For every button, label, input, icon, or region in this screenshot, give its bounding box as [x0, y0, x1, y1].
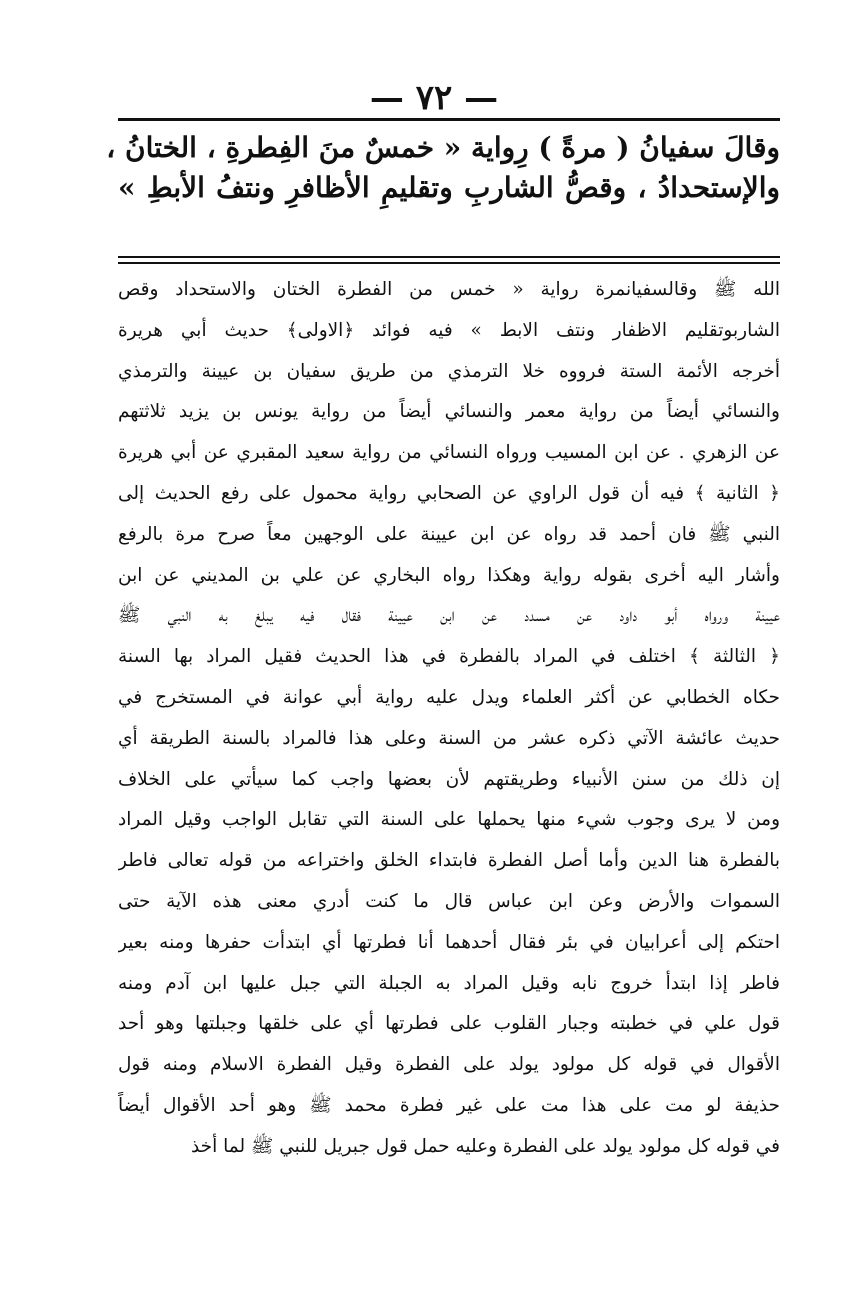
commentary-line: فاطر إذا ابتدأ خروج نابه وقيل المراد به الجبلة التي جبل عليها ابن آدم ومنه [118, 972, 780, 994]
commentary-line: إن ذلك من سنن الأنبياء وطريقتهم لأن بعضها واجب كما سيأتي على الخلاف [118, 768, 780, 790]
commentary-line: قول علي في خطبته وجبار القلوب على فطرتها أي على خلقها وجبلتها وهو أحد [118, 1013, 780, 1035]
commentary-line: ﴿ الثالثة ﴾ اختلف في المراد بالفطرة في هذا الحديث فقيل المراد بها السنة [118, 646, 780, 668]
commentary-line: النبي ﷺ فان أحمد قد رواه عن ابن عيينة على الوجهين معاً صرح مرة بالرفع [118, 523, 780, 545]
hadith-line: وقالَ سفيانُ ( مرةً ) رِواية « خمسٌ منَ الفِطرةِ ، الختانُ ، [106, 131, 780, 164]
commentary-line: السموات والأرض وعن ابن عباس قال ما كنت أدري معنى هذه الآية حتى [118, 890, 780, 912]
commentary-line: ﴿ الثانية ﴾ فيه أن قول الراوي عن الصحابي رواية محمول على رفع الحديث إلى [118, 482, 780, 504]
commentary-line: عيينة ورواه أبو داود عن مسدد عن ابن عيينة فقال فيه يبلغ به النبي ﷺ [118, 605, 780, 627]
commentary-line: أخرجه الأئمة الستة فرووه خلا الترمذي من طريق سفيان بن عيينة والترمذي [118, 360, 780, 382]
commentary-line: حكاه الخطابي عن أكثر العلماء ويدل عليه رواية أبي عوانة في المستخرج في [118, 686, 780, 708]
commentary-line: الأقوال في قوله كل مولود يولد على الفطرة وقيل الفطرة الاسلام ومنه قول [118, 1054, 780, 1076]
hadith-line: والإستحدادُ ، وقصُّ الشاربِ وتقليمِ الأظافرِ ونتفُ الأبطِ » [118, 171, 780, 204]
page-number: — ٧٢ — [369, 78, 499, 118]
commentary-line: وأشار اليه أخرى بقوله رواية وهكذا رواه البخاري عن علي بن المديني عن ابن [118, 564, 780, 586]
commentary-line: ومن لا يرى وجوب شيء منها يحملها على السنة التي تقابل الواجب وقيل المراد [118, 809, 780, 831]
commentary-line: في قوله كل مولود يولد على الفطرة وعليه حمل قول جبريل للنبي ﷺ لما أخذ [190, 1135, 780, 1157]
commentary-line: والنسائي أيضاً من رواية معمر والنسائي أيضاً من رواية يونس بن يزيد ثلاثتهم [118, 401, 780, 423]
commentary-line: حديث عائشة الآتي ذكره عشر من السنة وعلى هذا فالمراد بالسنة الطريقة أي [118, 727, 780, 749]
hadith-text [106, 128, 780, 208]
commentary-line: حذيفة لو مت على هذا مت على غير فطرة محمد ﷺ وهو أحد الأقوال أيضاً [118, 1094, 780, 1116]
header-rule [118, 118, 780, 121]
commentary-line: بالفطرة هنا الدين وأما أصل الفطرة فابتداء الخلق واختراعه من قوله تعالى فاطر [118, 850, 780, 872]
commentary-text [118, 270, 780, 1168]
commentary-line: الله ﷺ وقالسفيانمرة رواية « خمس من الفطرة الختان والاستحداد وقص [118, 279, 780, 300]
commentary-line: الشاربوتقليم الاظفار ونتف الابط » فيه فوائد ﴿الاولى﴾ حديث أبي هريرة [118, 319, 780, 341]
commentary-line: عن الزهري . عن ابن المسيب ورواه النسائي من رواية سعيد المقبري عن أبي هريرة [118, 442, 780, 464]
double-rule-divider [118, 256, 780, 264]
commentary-line: احتكم إلى أعرابيان في بئر فقال أحدهما أنا فطرتها أي ابتدأت حفرها ومنه بعير [118, 931, 780, 953]
